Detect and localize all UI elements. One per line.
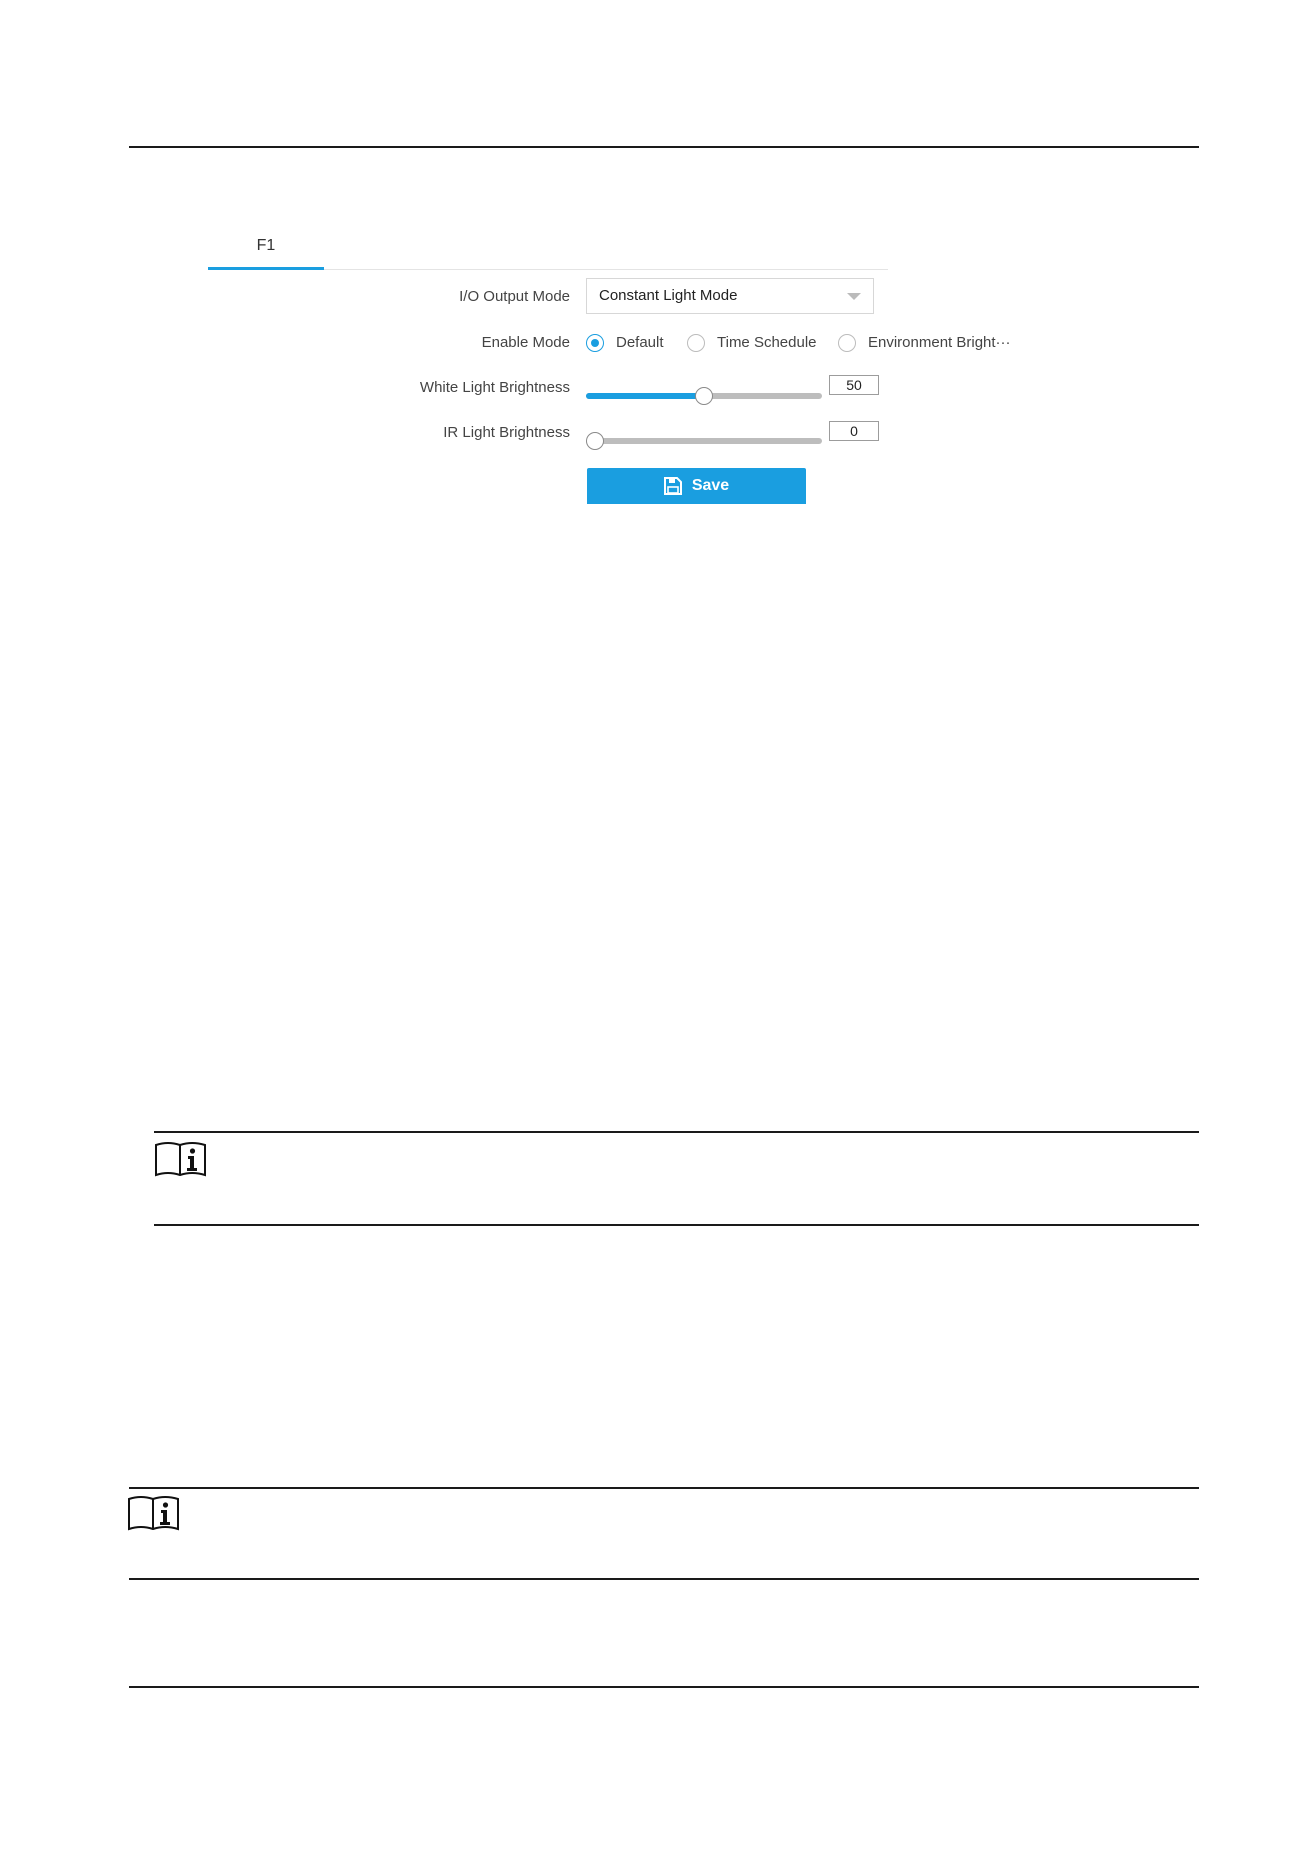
note1-top-rule	[154, 1131, 1199, 1133]
field-labels	[340, 228, 570, 513]
save-button-label: Save	[691, 477, 730, 494]
note1-bottom-rule	[154, 1224, 1199, 1226]
info-book-icon	[154, 1141, 207, 1177]
ir-light-brightness-label: IR Light Brightness	[443, 424, 570, 441]
info-book-icon	[127, 1495, 180, 1531]
white-light-brightness-slider[interactable]	[586, 386, 822, 406]
io-output-mode-value: Constant Light Mode	[599, 287, 738, 304]
tab-f1[interactable]: F1	[208, 228, 324, 270]
enable-mode-label: Enable Mode	[481, 334, 570, 351]
ir-light-slider-thumb[interactable]	[586, 432, 604, 450]
light-settings-panel	[208, 228, 1028, 513]
radio-environment-brightness-label: Environment Bright···	[868, 334, 1011, 351]
white-light-slider-thumb[interactable]	[695, 387, 713, 405]
white-light-slider-fill	[586, 393, 704, 399]
radio-default-label: Default	[616, 334, 664, 351]
caret-down-icon	[847, 293, 861, 300]
radio-time-schedule-label: Time Schedule	[717, 334, 817, 351]
white-light-brightness-label: White Light Brightness	[419, 379, 570, 396]
ir-light-slider-track	[586, 438, 822, 444]
floppy-disk-icon	[664, 477, 682, 495]
section-rule	[129, 1686, 1199, 1688]
radio-default-circle	[586, 334, 604, 352]
radio-environment-brightness-circle	[838, 334, 856, 352]
save-button[interactable]	[587, 468, 806, 504]
io-output-mode-label: I/O Output Mode	[459, 288, 570, 305]
ir-light-brightness-slider[interactable]	[586, 431, 822, 451]
white-light-brightness-value[interactable]: 50	[829, 375, 879, 395]
note2-top-rule	[129, 1487, 1199, 1489]
ir-light-brightness-value[interactable]: 0	[829, 421, 879, 441]
io-output-mode-select[interactable]	[586, 278, 874, 314]
header-rule	[129, 146, 1199, 148]
radio-time-schedule-circle	[687, 334, 705, 352]
note2-bottom-rule	[129, 1578, 1199, 1580]
